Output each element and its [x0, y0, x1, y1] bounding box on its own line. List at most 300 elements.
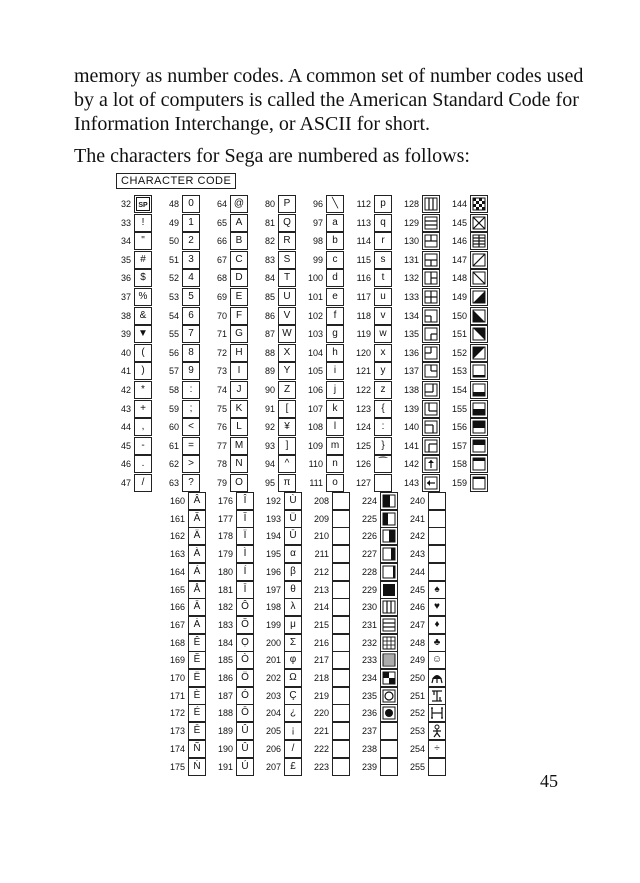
char-entry: [156, 381, 202, 399]
char-glyph: φ: [284, 651, 302, 669]
char-code-number: 74: [216, 385, 227, 395]
char-entry: [306, 510, 352, 528]
char-entry: [108, 269, 154, 287]
char-entry: [306, 704, 352, 722]
char-entry: [108, 251, 154, 269]
char-entry: [402, 758, 448, 776]
char-code-number: 249: [409, 655, 425, 666]
char-entry: [258, 545, 304, 563]
char-entry: [354, 740, 400, 758]
char-entry: [162, 634, 208, 652]
char-code-number: 208: [313, 496, 329, 506]
char-code-number: 166: [169, 602, 185, 613]
char-code-number: 196: [265, 566, 281, 577]
char-glyph: [380, 740, 398, 758]
char-code-number: 250: [409, 673, 425, 683]
char-glyph: [470, 437, 488, 455]
char-code-number: 178: [217, 531, 233, 542]
char-code-number: 90: [264, 385, 275, 395]
char-entry: [402, 616, 448, 634]
char-glyph: [332, 581, 350, 599]
char-glyph: [470, 418, 488, 436]
char-glyph: (: [134, 344, 152, 362]
char-code-number: 50: [168, 236, 179, 247]
char-glyph: l: [326, 418, 344, 436]
char-glyph: [422, 437, 440, 455]
char-glyph: $: [134, 269, 152, 287]
char-glyph: V: [278, 307, 296, 325]
char-code-number: 96: [312, 199, 323, 209]
char-glyph: M: [230, 437, 248, 455]
char-glyph: ?: [182, 474, 200, 492]
char-glyph: [332, 563, 350, 581]
char-entry: [354, 545, 400, 563]
char-code-number: 156: [451, 422, 467, 433]
char-code-number: 58: [168, 385, 179, 395]
char-code-number: 219: [313, 690, 329, 701]
char-code-number: 152: [451, 347, 467, 358]
char-entry: [300, 232, 346, 250]
char-glyph: *: [134, 381, 152, 399]
char-code-number: 98: [312, 236, 323, 247]
char-code-number: 157: [451, 440, 467, 451]
char-code-number: 184: [217, 637, 233, 648]
char-glyph: [422, 269, 440, 287]
char-code-number: 73: [216, 366, 227, 377]
char-code-number: 236: [361, 708, 377, 719]
char-entry: [258, 492, 304, 510]
char-glyph: [428, 669, 446, 687]
char-entry: [396, 362, 442, 380]
char-glyph: Ī: [236, 581, 254, 599]
char-code-number: 251: [409, 690, 425, 701]
char-code-number: 170: [169, 673, 185, 683]
char-code-number: 35: [120, 254, 131, 265]
char-entry: [252, 307, 298, 325]
char-entry: [348, 269, 394, 287]
char-code-number: 63: [168, 478, 179, 488]
char-entry: [108, 232, 154, 250]
char-entry: [210, 545, 256, 563]
char-entry: [300, 381, 346, 399]
char-entry: [396, 251, 442, 269]
char-entry: [156, 195, 202, 213]
char-code-number: 189: [217, 726, 233, 737]
char-entry: [210, 704, 256, 722]
char-entry: [354, 616, 400, 634]
char-entry: [204, 214, 250, 232]
char-glyph: [380, 651, 398, 669]
char-code-number: 115: [356, 254, 371, 265]
char-glyph: Ă: [188, 510, 206, 528]
char-glyph: Ù: [284, 492, 302, 510]
char-code-number: 84: [264, 273, 275, 284]
char-code-number: 201: [265, 655, 281, 666]
char-entry: [210, 722, 256, 740]
char-glyph: [470, 381, 488, 399]
char-glyph: C: [230, 251, 248, 269]
char-code-number: 42: [120, 385, 131, 395]
char-glyph: [428, 545, 446, 563]
char-entry: [444, 214, 490, 232]
char-code-number: 188: [217, 708, 233, 719]
body-paragraph: [74, 64, 594, 136]
char-glyph: £: [284, 758, 302, 776]
char-code-number: 217: [313, 655, 329, 666]
char-entry: [258, 687, 304, 705]
char-entry: [258, 527, 304, 545]
char-glyph: N: [230, 455, 248, 473]
char-entry: [210, 598, 256, 616]
char-glyph: Ē: [188, 722, 206, 740]
char-code-number: 91: [264, 403, 275, 414]
char-code-number: 139: [403, 403, 419, 414]
char-glyph: [428, 704, 446, 722]
char-code-number: 79: [216, 478, 227, 488]
char-code-number: 138: [403, 385, 419, 395]
char-code-number: 235: [361, 690, 377, 701]
char-glyph: [380, 722, 398, 740]
char-glyph: X: [278, 344, 296, 362]
char-entry: [252, 325, 298, 343]
char-code-number: 142: [403, 459, 419, 470]
char-glyph: [380, 563, 398, 581]
char-glyph: z: [374, 381, 392, 399]
char-code-number: 165: [169, 584, 185, 595]
char-entry: [210, 740, 256, 758]
char-glyph: [422, 232, 440, 250]
char-code-number: 147: [451, 254, 467, 265]
char-entry: [444, 474, 490, 492]
char-code-number: 33: [120, 217, 131, 228]
char-entry: [306, 669, 352, 687]
char-code-number: 151: [451, 329, 467, 340]
char-glyph: Ȧ: [188, 616, 206, 634]
char-code-number: 89: [264, 366, 275, 377]
char-entry: [396, 232, 442, 250]
char-entry: [444, 288, 490, 306]
char-entry: [204, 269, 250, 287]
char-code-number: 117: [356, 292, 371, 302]
char-glyph: ¿: [284, 704, 302, 722]
char-glyph: :: [182, 381, 200, 399]
char-code-number: 174: [169, 743, 185, 754]
char-glyph: [332, 598, 350, 616]
char-glyph: d: [326, 269, 344, 287]
char-code-number: 167: [169, 619, 185, 630]
char-glyph: [422, 195, 440, 213]
char-entry: [108, 474, 154, 492]
char-glyph: Ï: [236, 527, 254, 545]
char-entry: [210, 758, 256, 776]
char-glyph: }: [374, 437, 392, 455]
char-glyph: ÷: [428, 740, 446, 758]
char-entry: [108, 325, 154, 343]
char-entry: [252, 195, 298, 213]
char-glyph: [380, 704, 398, 722]
char-glyph: É: [188, 704, 206, 722]
char-entry: [348, 437, 394, 455]
char-glyph: w: [374, 325, 392, 343]
char-glyph: ♠: [428, 581, 446, 599]
char-glyph: Ô: [236, 598, 254, 616]
char-glyph: [422, 474, 440, 492]
char-code-number: 168: [169, 637, 185, 648]
char-code-number: 108: [307, 422, 323, 433]
char-entry: [156, 251, 202, 269]
char-glyph: Ω: [284, 669, 302, 687]
char-glyph: 8: [182, 344, 200, 362]
char-entry: [402, 545, 448, 563]
char-code-number: 198: [265, 602, 281, 613]
char-glyph: À: [188, 545, 206, 563]
char-entry: [306, 527, 352, 545]
char-glyph: 9: [182, 362, 200, 380]
char-code-number: 54: [168, 310, 179, 321]
char-code-number: 64: [216, 199, 227, 209]
char-glyph: G: [230, 325, 248, 343]
char-code-number: 34: [120, 236, 131, 247]
char-entry: [402, 492, 448, 510]
char-glyph: i: [326, 362, 344, 380]
char-entry: [348, 214, 394, 232]
char-code-number: 228: [361, 566, 377, 577]
char-code-number: 36: [120, 273, 131, 284]
char-glyph: K: [230, 400, 248, 418]
char-code-number: 176: [217, 496, 233, 506]
char-code-number: 171: [169, 690, 185, 701]
char-code-number: 149: [451, 292, 467, 302]
char-code-number: 223: [313, 761, 329, 772]
char-code-number: 37: [120, 292, 131, 302]
char-entry: [306, 740, 352, 758]
char-glyph: È: [188, 687, 206, 705]
char-glyph: +: [134, 400, 152, 418]
char-entry: [354, 722, 400, 740]
char-code-number: 53: [168, 292, 179, 302]
char-entry: [444, 344, 490, 362]
char-entry: [252, 269, 298, 287]
char-entry: [156, 232, 202, 250]
char-glyph: [428, 758, 446, 776]
char-glyph: [422, 400, 440, 418]
char-code-number: 140: [403, 422, 419, 433]
char-entry: [258, 669, 304, 687]
char-glyph: 5: [182, 288, 200, 306]
char-code-number: 107: [307, 403, 323, 414]
paragraph-line: by a lot of computers is called the American Standard Code for: [74, 89, 579, 111]
char-code-number: 114: [356, 236, 371, 247]
char-code-number: 244: [409, 566, 425, 577]
char-entry: [156, 288, 202, 306]
char-glyph: b: [326, 232, 344, 250]
char-code-number: 86: [264, 310, 275, 321]
char-code-number: 83: [264, 254, 275, 265]
char-code-number: 88: [264, 347, 275, 358]
char-entry: [300, 437, 346, 455]
char-code-number: 45: [120, 440, 131, 451]
char-entry: [444, 455, 490, 473]
char-glyph: Ọ: [236, 634, 254, 652]
char-entry: [108, 344, 154, 362]
char-entry: [156, 474, 202, 492]
char-code-number: 203: [265, 690, 281, 701]
char-glyph: [422, 362, 440, 380]
char-glyph: Î: [236, 492, 254, 510]
char-glyph: [380, 510, 398, 528]
char-entry: [300, 455, 346, 473]
char-glyph: Ì: [236, 545, 254, 563]
char-entry: [204, 455, 250, 473]
char-code-number: 145: [451, 217, 467, 228]
char-glyph: [470, 344, 488, 362]
char-glyph: Ü: [284, 510, 302, 528]
char-code-number: 220: [313, 708, 329, 719]
char-code-number: 234: [361, 673, 377, 683]
char-glyph: [380, 669, 398, 687]
char-entry: [108, 214, 154, 232]
char-glyph: T: [278, 269, 296, 287]
char-code-number: 128: [403, 199, 419, 209]
char-code-number: 218: [313, 673, 329, 683]
char-glyph: [422, 214, 440, 232]
char-code-number: 180: [217, 566, 233, 577]
char-glyph: Ṅ: [188, 758, 206, 776]
char-code-number: 153: [451, 366, 467, 377]
char-entry: [444, 307, 490, 325]
char-glyph: Ë: [188, 669, 206, 687]
char-entry: [348, 418, 394, 436]
char-glyph: [380, 598, 398, 616]
char-glyph: ☺: [428, 651, 446, 669]
char-entry: [258, 740, 304, 758]
char-entry: [402, 704, 448, 722]
char-entry: [306, 563, 352, 581]
char-glyph: Ō: [236, 704, 254, 722]
char-entry: [210, 527, 256, 545]
char-glyph: =: [182, 437, 200, 455]
char-glyph: [380, 527, 398, 545]
char-entry: [348, 251, 394, 269]
char-entry: [402, 581, 448, 599]
char-code-number: 106: [307, 385, 323, 395]
char-code-number: 101: [307, 292, 323, 302]
char-entry: [210, 581, 256, 599]
char-glyph: 6: [182, 307, 200, 325]
char-code-number: 183: [217, 619, 233, 630]
char-code-number: 112: [356, 199, 371, 209]
char-glyph: [332, 616, 350, 634]
char-entry: [108, 307, 154, 325]
char-glyph: [332, 722, 350, 740]
char-glyph: I: [230, 362, 248, 380]
char-code-number: 40: [120, 347, 131, 358]
char-entry: [348, 288, 394, 306]
char-code-number: 76: [216, 422, 227, 433]
char-glyph: [332, 545, 350, 563]
char-entry: [354, 492, 400, 510]
char-code-number: 150: [451, 310, 467, 321]
char-code-number: 57: [168, 366, 179, 377]
char-glyph: A: [230, 214, 248, 232]
char-glyph: o: [326, 474, 344, 492]
char-glyph: [422, 325, 440, 343]
svg-text:SP: SP: [138, 202, 148, 209]
char-entry: [354, 634, 400, 652]
char-entry: [210, 634, 256, 652]
char-glyph: Û: [236, 740, 254, 758]
char-glyph: [470, 325, 488, 343]
char-code-number: 241: [409, 513, 425, 524]
char-glyph: B: [230, 232, 248, 250]
char-glyph: Σ: [284, 634, 302, 652]
char-entry: [354, 704, 400, 722]
char-code-number: 46: [120, 459, 131, 470]
char-entry: [306, 758, 352, 776]
char-glyph: [422, 288, 440, 306]
char-entry: [252, 232, 298, 250]
char-entry: [162, 492, 208, 510]
char-code-number: 95: [264, 478, 275, 488]
char-entry: [258, 758, 304, 776]
char-code-number: 56: [168, 347, 179, 358]
char-entry: [252, 418, 298, 436]
char-entry: [258, 598, 304, 616]
char-entry: [348, 474, 394, 492]
char-glyph: [470, 251, 488, 269]
char-glyph: [428, 687, 446, 705]
char-code-number: 238: [361, 743, 377, 754]
char-code-number: 104: [307, 347, 323, 358]
char-code-number: 72: [216, 347, 227, 358]
intro-sentence: The characters for Sega are numbered as follows:: [74, 145, 470, 167]
char-entry: [204, 195, 250, 213]
char-entry: [444, 251, 490, 269]
char-entry: [162, 740, 208, 758]
char-code-number: 110: [308, 459, 323, 470]
char-code-number: 77: [216, 440, 227, 451]
char-code-number: 61: [168, 440, 179, 451]
char-entry: [252, 251, 298, 269]
char-glyph: ^: [278, 455, 296, 473]
char-glyph: x: [374, 344, 392, 362]
char-code-number: 212: [313, 566, 329, 577]
char-entry: [300, 344, 346, 362]
char-code-number: 119: [356, 329, 371, 340]
char-code-number: 225: [361, 513, 377, 524]
char-entry: [300, 288, 346, 306]
char-entry: [354, 527, 400, 545]
char-entry: [156, 325, 202, 343]
char-glyph: /: [284, 740, 302, 758]
char-glyph: [470, 195, 488, 213]
char-entry: [396, 325, 442, 343]
char-glyph: t: [374, 269, 392, 287]
char-code-number: 239: [361, 761, 377, 772]
char-entry: [156, 269, 202, 287]
char-code-number: 242: [409, 531, 425, 542]
char-code-number: 113: [356, 217, 371, 228]
char-glyph: Ê: [188, 634, 206, 652]
char-code-number: 93: [264, 440, 275, 451]
char-code-number: 215: [313, 619, 329, 630]
char-entry: [300, 307, 346, 325]
char-glyph: v: [374, 307, 392, 325]
char-code-number: 51: [168, 254, 179, 265]
char-glyph: F: [230, 307, 248, 325]
char-entry: [156, 307, 202, 325]
char-glyph: π: [278, 474, 296, 492]
